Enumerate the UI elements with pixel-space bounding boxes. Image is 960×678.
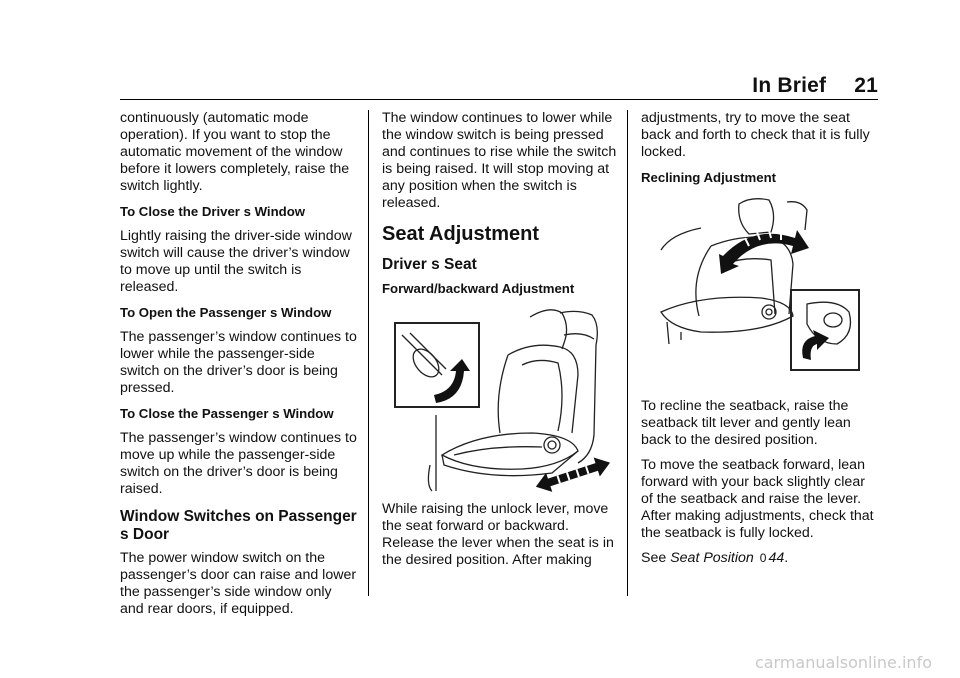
paragraph: To recline the seatback, raise the seatback tilt lever and gently lean back to the desired position. bbox=[641, 398, 851, 448]
paragraph: The power window switch on the passenger’s door can raise and lower the passenger’s side window only and rear doors, if equipped. bbox=[120, 550, 357, 617]
paragraph: The window continues to lower while the window switch is being pressed and continues to rise while the switch is being raised. It will stop moving at any position when the switch is released. bbox=[382, 110, 617, 211]
paragraph: Lightly raising the driver-side window switch will cause the driver’s window to move up until the switch is released. bbox=[120, 228, 352, 295]
column-divider bbox=[368, 110, 369, 596]
header-rule bbox=[120, 99, 878, 100]
paragraph: While raising the unlock lever, move the seat forward or backward. Release the lever when the seat is in the desired position. After making bbox=[382, 501, 614, 568]
sub-heading: Driver s Seat bbox=[382, 256, 477, 273]
paragraph: The passenger’s window continues to move up while the passenger-side switch on the driver’s door is being raised. bbox=[120, 430, 357, 497]
subheading: Forward/backward Adjustment bbox=[382, 281, 575, 296]
page-number: 21 bbox=[854, 74, 878, 97]
column-2 bbox=[382, 110, 618, 577]
cross-reference-link[interactable]: Seat Position bbox=[670, 550, 754, 566]
see-label: See bbox=[641, 550, 667, 566]
paragraph: continuously (automatic mode operation). If you want to stop the automatic movement of the window before it lowers completely, raise the switch lightly. bbox=[120, 110, 350, 194]
watermark: carmanualsonline.info bbox=[754, 653, 932, 672]
reference-page-number[interactable]: 44 bbox=[768, 550, 785, 566]
seat-reclining-illustration bbox=[641, 194, 863, 390]
cross-reference bbox=[641, 550, 877, 567]
page-header bbox=[752, 74, 878, 98]
column-3 bbox=[641, 110, 877, 575]
seat-forward-backward-illustration bbox=[382, 305, 618, 493]
section-heading: Window Switches on Passenger s Door bbox=[120, 508, 357, 543]
column-1 bbox=[120, 110, 358, 626]
subheading: To Close the Passenger s Window bbox=[120, 406, 334, 421]
column-divider bbox=[627, 110, 628, 596]
subheading: To Open the Passenger s Window bbox=[120, 305, 332, 320]
section-heading: Seat Adjustment bbox=[382, 223, 540, 245]
section-title: In Brief bbox=[752, 74, 827, 97]
page-reference-icon: 0 bbox=[759, 551, 767, 565]
subheading: Reclining Adjustment bbox=[641, 170, 777, 185]
period: . bbox=[784, 550, 789, 566]
paragraph: adjustments, try to move the seat back and forth to check that it is fully locked. bbox=[641, 110, 870, 160]
paragraph: To move the seatback forward, lean forward with your back slightly clear of the seatback and raise the lever. After making adjustments, check that the seatback is fully locked. bbox=[641, 457, 874, 541]
paragraph: The passenger’s window continues to lower while the passenger-side switch on the driver’s door is being pressed. bbox=[120, 329, 357, 396]
subheading: To Close the Driver s Window bbox=[120, 204, 306, 219]
